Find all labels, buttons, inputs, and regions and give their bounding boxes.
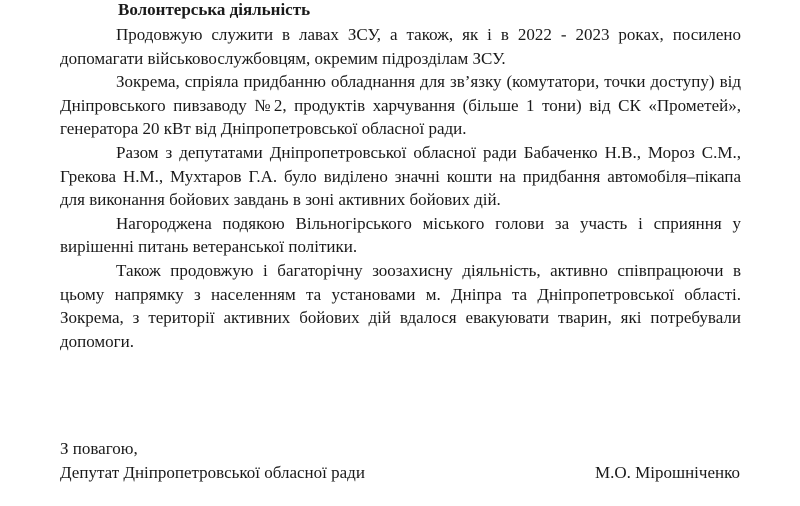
signatory-name: М.О. Мірошніченко bbox=[595, 463, 740, 482]
paragraph: Зокрема, спріяла придбанню обладнання для зв’язку (комутатори, точки доступу) від Дніпровського пивзаводу №2, продуктів харчування (більше 1 тони) від СК «Прометей», генератора 20 кВт від Дніпропетровської обласної ради. bbox=[60, 72, 741, 139]
closing-line: З повагою, bbox=[60, 439, 138, 458]
signatory-position: Депутат Дніпропетровської обласної ради bbox=[60, 463, 365, 482]
paragraph: Продовжую служити в лавах ЗСУ, а також, як і в 2022 - 2023 роках, посилено допомагати військовослужбовцям, окремим підрозділам ЗСУ. bbox=[60, 25, 741, 68]
paragraph: Разом з депутатами Дніпропетровської обласної ради Бабаченко Н.В., Мороз С.М., Грекова Н.М., Мухтаров Г.А. було виділено значні кошти на придбання автомобіля–пікапа для виконання бойових завдань в зоні активних бойових дій. bbox=[60, 142, 741, 210]
paragraph: Також продовжую і багаторічну зоозахисну діяльність, активно співпрацюючи в цьому напрямку з населенням та установами м. Дніпра та Дніпропетровської області. Зокрема, з території активних бойових дій вдалося евакуювати тварин, які потребували допомоги. bbox=[60, 260, 741, 351]
section-heading: Волонтерська діяльність bbox=[118, 0, 311, 19]
document-body bbox=[60, 23, 741, 353]
paragraph: Нагороджена подякою Вільногірського міського голови за участь і сприяння у вирішенні питань ветеранської політики. bbox=[60, 213, 741, 257]
